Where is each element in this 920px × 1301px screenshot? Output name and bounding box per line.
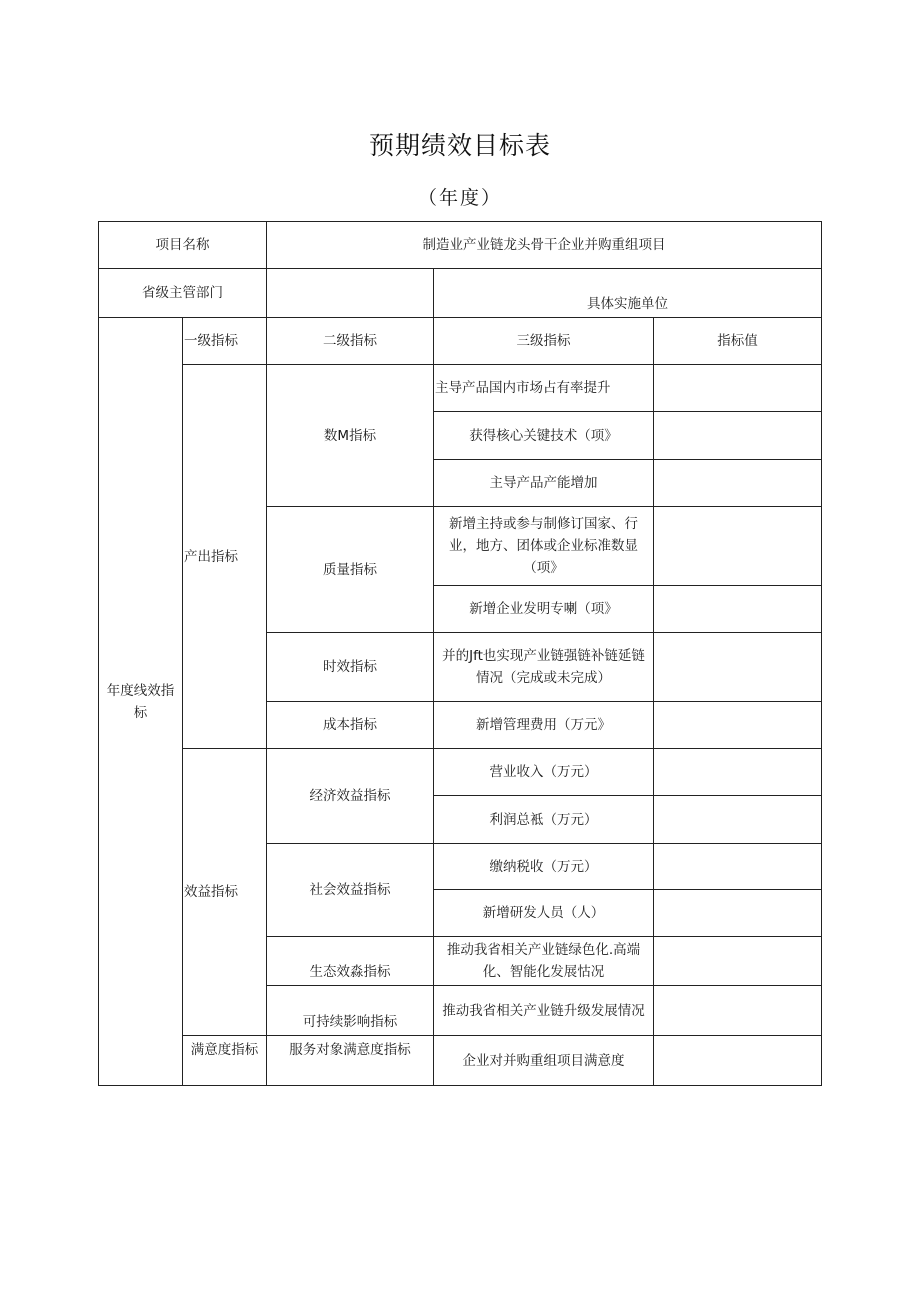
level3-item: 新增研发人员（人） bbox=[434, 890, 654, 937]
level3-item: 利润总袛（万元） bbox=[434, 796, 654, 844]
indicator-value bbox=[654, 749, 822, 796]
indicator-value bbox=[654, 844, 822, 890]
level2-quality: 质量指标 bbox=[267, 507, 434, 633]
level3-item: 获得核心关键技术（项》 bbox=[434, 412, 654, 460]
level3-item: 企业对并购重组项目满意度 bbox=[434, 1036, 654, 1086]
indicator-value bbox=[654, 365, 822, 412]
level3-item: 并的Jft也实现产业链强链补链延链情况（完成或未完成） bbox=[434, 633, 654, 702]
indicator-value bbox=[654, 460, 822, 507]
level1-satisfaction: 满意度指标 bbox=[183, 1036, 267, 1086]
project-name-row bbox=[99, 222, 822, 269]
indicator-value bbox=[654, 986, 822, 1036]
level2-social: 社会效益指标 bbox=[267, 844, 434, 937]
level3-item: 新增主持或参与制修订国家、行业，地方、团体或企业标准数显（项》 bbox=[434, 507, 654, 586]
project-name-value: 制造业产业链龙头骨干企业并购重组项目 bbox=[267, 222, 822, 269]
table-row bbox=[99, 365, 822, 412]
indicator-value bbox=[654, 702, 822, 749]
indicator-value bbox=[654, 507, 822, 586]
level2-cost: 成本指标 bbox=[267, 702, 434, 749]
level3-item: 营业收入（万元） bbox=[434, 749, 654, 796]
level3-item: 主导产品国内市场占有率提升 bbox=[434, 365, 654, 412]
category-label: 年度线效指标 bbox=[99, 318, 183, 1086]
level2-service: 服务对象满意度指标 bbox=[267, 1036, 434, 1086]
indicator-value bbox=[654, 412, 822, 460]
table-row bbox=[99, 1036, 822, 1086]
indicator-value bbox=[654, 890, 822, 937]
unit-label: 具体实施单位 bbox=[434, 269, 822, 318]
level2-quantity: 数M指标 bbox=[267, 365, 434, 507]
level3-item: 主导产品产能增加 bbox=[434, 460, 654, 507]
document-title: 预期绩效目标表 bbox=[368, 131, 551, 160]
header-level1: 一级指标 bbox=[183, 318, 267, 365]
level2-timeliness: 时效指标 bbox=[267, 633, 434, 702]
level1-benefit: 效益指标 bbox=[183, 749, 267, 1036]
indicator-value bbox=[654, 586, 822, 633]
dept-label: 省级主管部门 bbox=[99, 269, 267, 318]
document-subtitle: （年度） bbox=[417, 187, 502, 209]
level2-economic: 经济效益指标 bbox=[267, 749, 434, 844]
level3-item: 推动我省相关产业链升级发展情况 bbox=[434, 986, 654, 1036]
indicator-value bbox=[654, 796, 822, 844]
department-row bbox=[99, 269, 822, 318]
level1-output: 产出指标 bbox=[183, 365, 267, 749]
table-row bbox=[99, 749, 822, 796]
level3-item: 新增管理费用（万元》 bbox=[434, 702, 654, 749]
indicator-value bbox=[654, 937, 822, 986]
dept-value bbox=[267, 269, 434, 318]
level2-ecological: 生态效淼指标 bbox=[267, 937, 434, 986]
level3-item: 推动我省相关产业链绿色化.高端化、智能化发展怙况 bbox=[434, 937, 654, 986]
header-level3: 三级指标 bbox=[434, 318, 654, 365]
level2-sustainable: 可持续影响指标 bbox=[267, 986, 434, 1036]
header-row bbox=[99, 318, 822, 365]
performance-target-table bbox=[98, 221, 822, 1086]
header-level2: 二级指标 bbox=[267, 318, 434, 365]
level3-item: 新增企业发明专喇（项》 bbox=[434, 586, 654, 633]
indicator-value bbox=[654, 633, 822, 702]
header-value: 指标值 bbox=[654, 318, 822, 365]
level3-item: 缴纳税收（万元） bbox=[434, 844, 654, 890]
indicator-value bbox=[654, 1036, 822, 1086]
project-name-label: 项目名称 bbox=[99, 222, 267, 269]
